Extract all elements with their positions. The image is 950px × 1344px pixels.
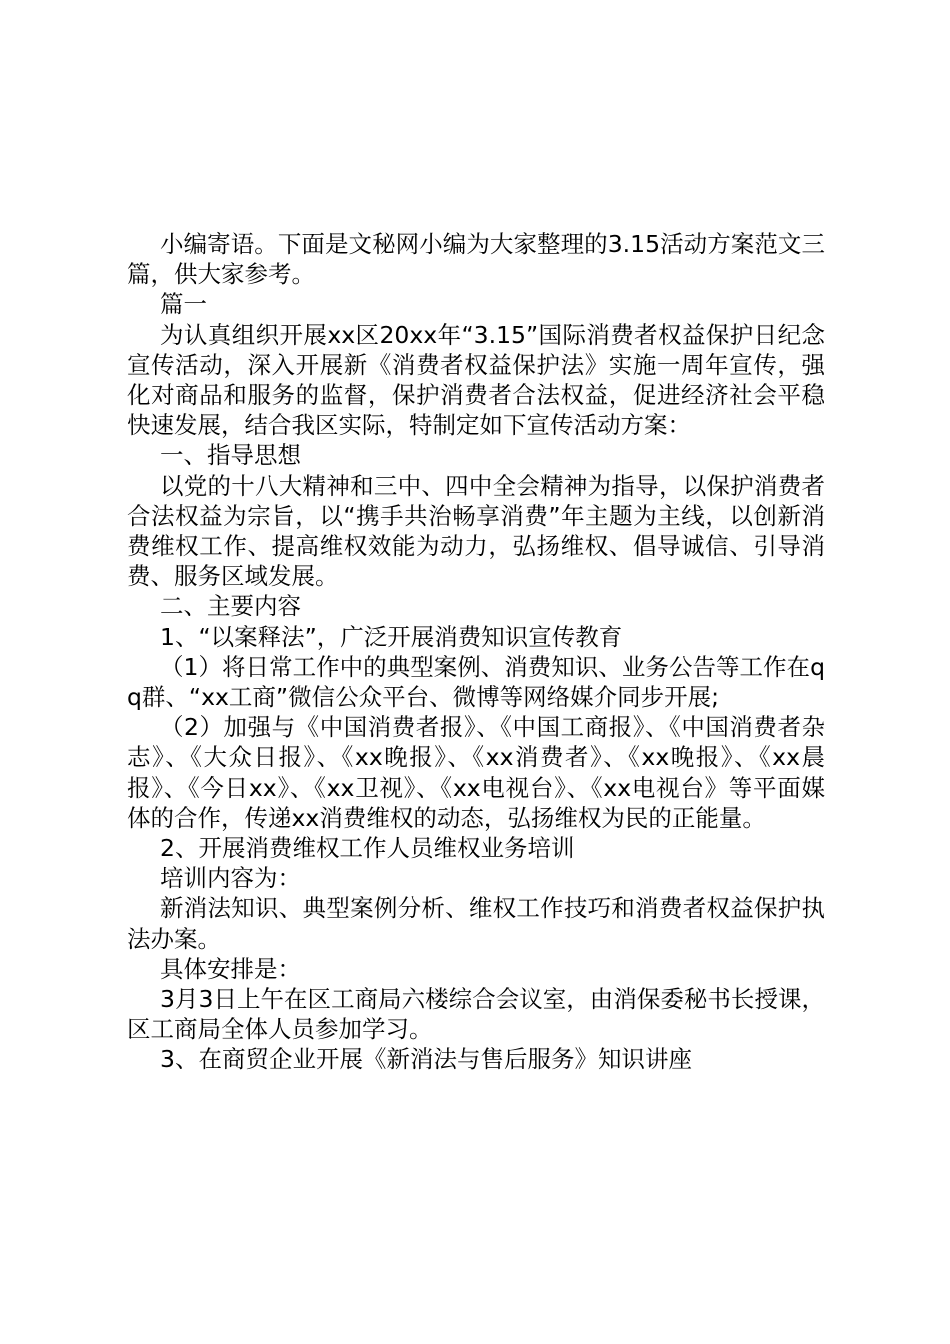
paragraph-schedule-label: 具体安排是： xyxy=(160,954,301,983)
subheading-item-3: 3、在商贸企业开展《新消法与售后服务》知识讲座 xyxy=(160,1045,692,1074)
subheading-item-1: 1、“以案释法”，广泛开展消费知识宣传教育 xyxy=(160,622,623,651)
paragraph-training-content: 新消法知识、典型案例分析、维权工作技巧和消费者权益保护执法办案。 xyxy=(127,894,825,953)
section-heading-main-content: 二、主要内容 xyxy=(160,592,301,621)
paragraph-intro: 小编寄语。下面是文秘网小编为大家整理的3.15活动方案范文三篇，供大家参考。 xyxy=(127,230,825,289)
paragraph-training-content-label: 培训内容为： xyxy=(160,864,301,893)
paragraph-item-1-2: （2）加强与《中国消费者报》、《中国工商报》、《中国消费者杂志》、《大众日报》、《xx晚报》、《xx消费者》、《xx晚报》、《xx晨报》、《今日xx》、《xx卫视》、《xx电视台》、《xx电视台》等平面媒体的合作，传递xx消费维权的动态，弘扬维权为民的正能量。 xyxy=(127,713,825,832)
section-heading-guiding-ideology: 一、指导思想 xyxy=(160,441,301,470)
paragraph-guiding-ideology: 以党的十八大精神和三中、四中全会精神为指导，以保护消费者合法权益为宗旨，以“携手共治畅享消费”年主题为主线，以创新消费维权工作、提高维权效能为动力，弘扬维权、倡导诚信、引导消费、服务区域发展。 xyxy=(127,471,825,591)
document-body xyxy=(127,229,825,1075)
paragraph-purpose: 为认真组织开展xx区20xx年“3.15”国际消费者权益保护日纪念宣传活动，深入开展新《消费者权益保护法》实施一周年宣传，强化对商品和服务的监督，保护消费者合法权益，促进经济社会平稳快速发展，结合我区实际，特制定如下宣传活动方案： xyxy=(127,320,825,440)
paragraph-item-1-1: （1）将日常工作中的典型案例、消费知识、业务公告等工作在qq群、“xx工商”微信公众平台、微博等网络媒介同步开展; xyxy=(127,652,825,712)
subheading-item-2: 2、开展消费维权工作人员维权业务培训 xyxy=(160,834,575,863)
section-heading-part-one: 篇一 xyxy=(160,290,207,319)
paragraph-schedule: 3月3日上午在区工商局六楼综合会议室，由消保委秘书长授课，区工商局全体人员参加学习。 xyxy=(127,985,825,1044)
